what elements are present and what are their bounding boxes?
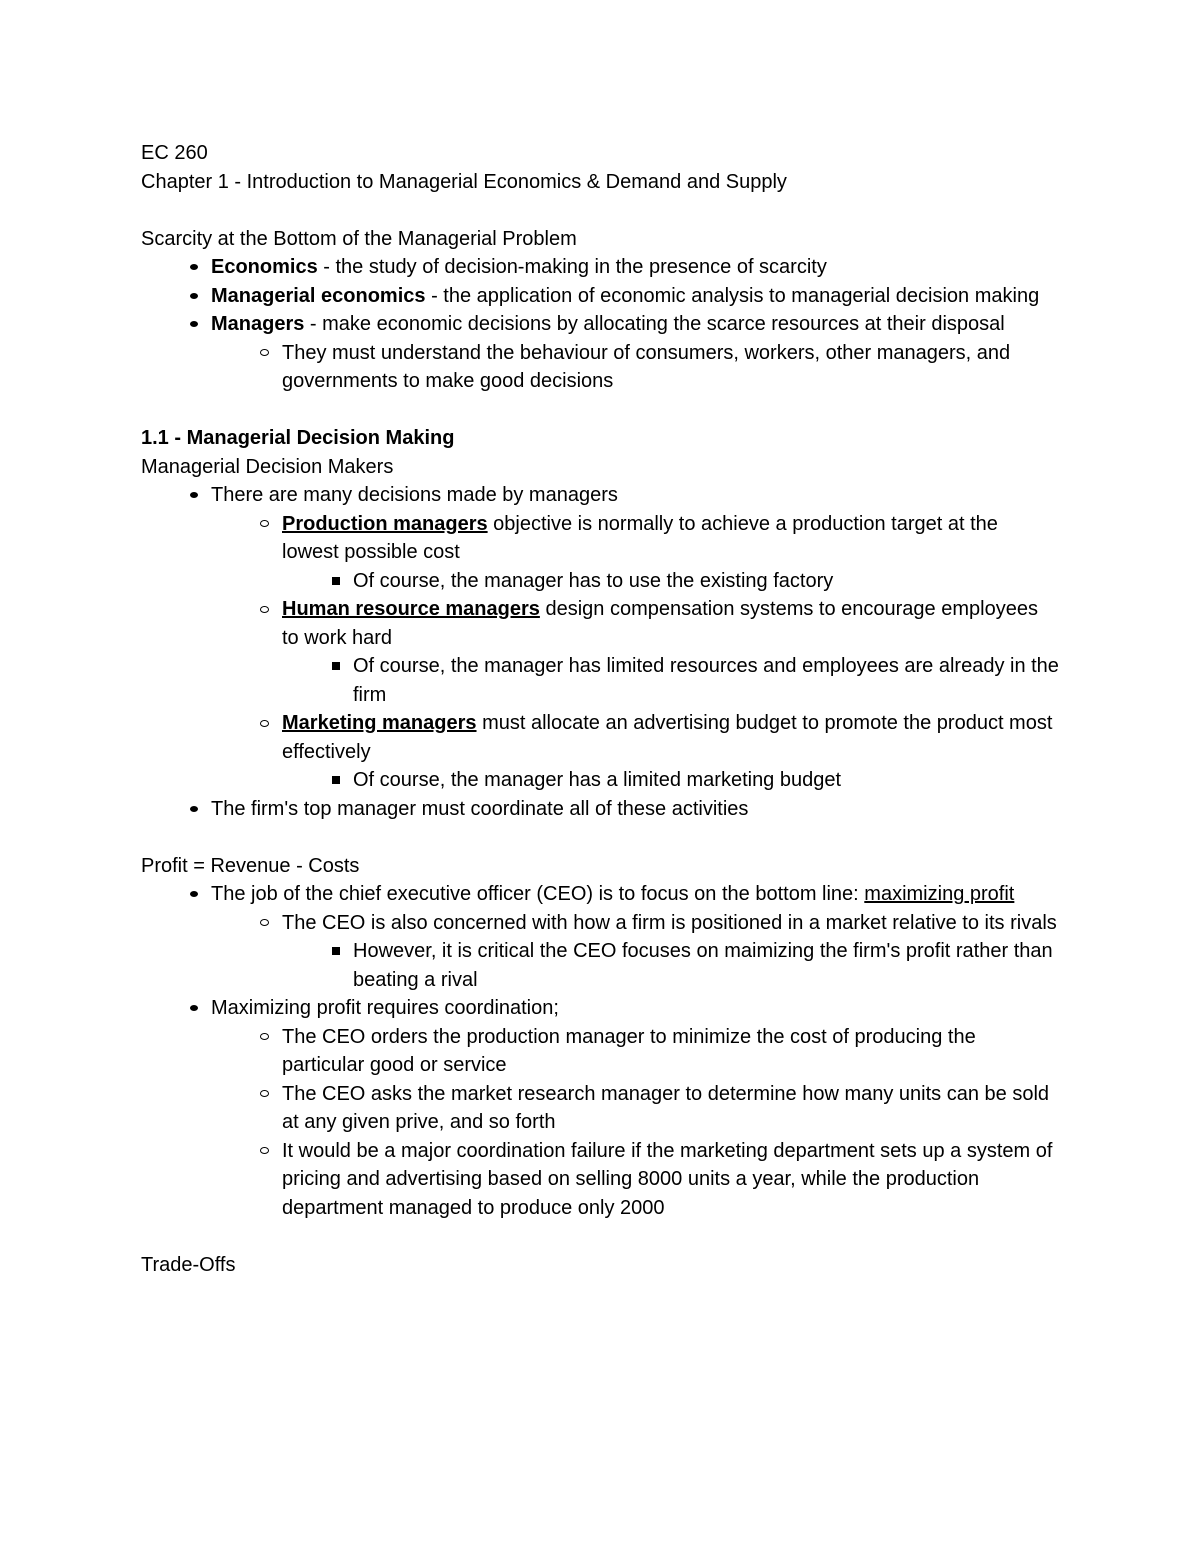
list-item <box>141 481 1060 510</box>
spacer <box>141 1222 1060 1251</box>
item-text: Of course, the manager has to use the existing factory <box>353 569 834 592</box>
list-item <box>141 567 1060 596</box>
item-text: Maximizing profit requires coordination; <box>211 997 559 1019</box>
item-text: must allocate an advertising budget to promote the product most effectively <box>282 712 1053 763</box>
course-code: EC 260 <box>141 142 208 164</box>
bullet-square-icon <box>318 766 353 795</box>
item-text: There are many decisions made by managers <box>211 484 618 506</box>
bullet-circle-icon <box>247 1137 282 1166</box>
bullet-dot-icon <box>176 880 211 909</box>
bullet-dot-icon <box>176 282 211 311</box>
list-item <box>141 310 1060 339</box>
bullet-circle-icon <box>247 339 282 368</box>
item-text: The CEO orders the production manager to minimize the cost of producing the particular good or service <box>282 1025 976 1076</box>
list-item <box>141 709 1060 766</box>
bullet-dot-icon <box>176 310 211 339</box>
list-item <box>141 1080 1060 1137</box>
bullet-square-icon <box>318 937 353 966</box>
term-economics: Economics <box>211 256 318 278</box>
bullet-dot-icon <box>176 994 211 1023</box>
bullet-circle-icon <box>247 709 282 738</box>
list-item <box>141 339 1060 396</box>
item-text: objective is normally to achieve a production target at the lowest possible cost <box>282 512 998 563</box>
list-item <box>141 795 1060 824</box>
list-item <box>141 1137 1060 1223</box>
item-text: The CEO is also concerned with how a firm is positioned in a market relative to its rivals <box>282 911 1057 934</box>
profit-heading: Profit = Revenue - Costs <box>141 854 360 877</box>
term-production-managers: Production managers <box>282 512 488 535</box>
scarcity-heading: Scarcity at the Bottom of the Managerial Problem <box>141 227 577 250</box>
list-item <box>141 994 1060 1023</box>
section-subheading: Managerial Decision Makers <box>141 455 394 478</box>
list-item <box>141 652 1060 709</box>
item-text: Of course, the manager has limited resources and employees are already in the firm <box>353 655 1059 706</box>
tradeoffs-heading: Trade-Offs <box>141 1253 236 1276</box>
definition-text: - the study of decision-making in the presence of scarcity <box>317 256 827 278</box>
definition-text: - the application of economic analysis to managerial decision making <box>425 284 1040 307</box>
list-item <box>141 510 1060 567</box>
item-text: It would be a major coordination failure if the marketing department sets up a system of pricing and advertising based on selling 8000 units a year, while the production department managed to produce only 2000 <box>282 1139 1053 1219</box>
list-item <box>141 909 1060 938</box>
item-text: Of course, the manager has a limited marketing budget <box>353 769 842 791</box>
item-text: The firm's top manager must coordinate all of these activities <box>211 797 749 820</box>
bullet-circle-icon <box>247 595 282 624</box>
list-item <box>141 880 1060 909</box>
bullet-square-icon <box>318 567 353 596</box>
bullet-dot-icon <box>176 795 211 824</box>
bullet-square-icon <box>318 652 353 681</box>
list-item <box>141 253 1060 282</box>
term-human-resource-managers: Human resource managers <box>282 598 540 620</box>
list-item <box>141 766 1060 795</box>
list-item <box>141 282 1060 311</box>
bullet-dot-icon <box>176 253 211 282</box>
term-marketing-managers: Marketing managers <box>282 712 477 734</box>
item-text: design compensation systems to encourage employees to work hard <box>282 598 1038 649</box>
list-item <box>141 1023 1060 1080</box>
bullet-dot-icon <box>176 481 211 510</box>
term-managerial-economics: Managerial economics <box>211 284 426 307</box>
bullet-circle-icon <box>247 1080 282 1109</box>
spacer <box>141 196 1060 225</box>
bullet-circle-icon <box>247 1023 282 1052</box>
underlined-phrase: maximizing profit <box>864 883 1015 905</box>
definition-text: - make economic decisions by allocating the scarce resources at their disposal <box>304 313 1005 335</box>
chapter-title: Chapter 1 - Introduction to Managerial Economics & Demand and Supply <box>141 170 787 193</box>
term-managers: Managers <box>211 313 305 335</box>
bullet-circle-icon <box>247 909 282 938</box>
bullet-circle-icon <box>247 510 282 539</box>
spacer <box>141 823 1060 852</box>
section-title: 1.1 - Managerial Decision Making <box>141 427 455 449</box>
item-text: The job of the chief executive officer (CEO) is to focus on the bottom line: <box>211 883 865 905</box>
list-item <box>141 595 1060 652</box>
list-item <box>141 937 1060 994</box>
sub-item-text: They must understand the behaviour of consumers, workers, other managers, and governments to make good decisions <box>282 341 1011 392</box>
spacer <box>141 396 1060 425</box>
item-text: The CEO asks the market research manager to determine how many units can be sold at any given prive, and so forth <box>282 1082 1050 1133</box>
item-text: However, it is critical the CEO focuses on maimizing the firm's profit rather than beating a rival <box>353 940 1053 991</box>
